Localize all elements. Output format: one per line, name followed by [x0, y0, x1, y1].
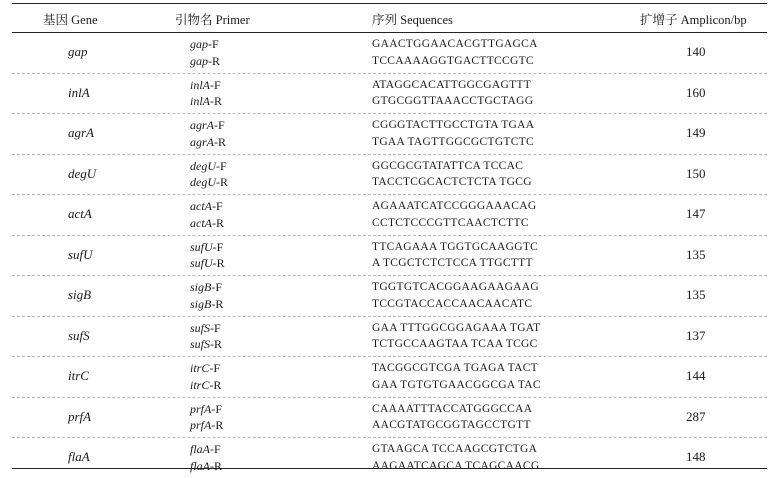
primer-forward-suffix: -F — [212, 199, 223, 213]
primer-names — [190, 77, 222, 110]
sequence-reverse: TACCTCGCACTCTCTA TGCG — [372, 176, 532, 188]
table-body — [12, 33, 767, 478]
primer-forward — [190, 36, 220, 53]
sequences — [372, 77, 533, 110]
sequences — [372, 441, 539, 474]
sequence-forward: ATAGGCACATTGGCGAGTTT — [372, 78, 532, 91]
table-row — [12, 114, 767, 155]
primer-forward-suffix: -F — [210, 77, 221, 92]
primer-forward-gene: actA — [190, 199, 212, 213]
amplicon-size: 144 — [686, 368, 706, 383]
primer-reverse — [190, 53, 220, 70]
table-row — [12, 236, 767, 277]
primer-names — [190, 279, 223, 312]
primer-forward — [190, 441, 222, 458]
primer-reverse-suffix: -R — [210, 458, 222, 473]
sequence-forward: TACGGCGTCGA TGAGA TACT — [372, 362, 538, 374]
primer-forward-suffix: -F — [208, 37, 219, 51]
primer-forward-gene: inlA — [190, 77, 210, 92]
amplicon-size: 148 — [686, 449, 706, 464]
sequence-reverse: CCTCTCCCGTTCAACTCTTC — [372, 216, 529, 229]
primer-reverse — [190, 458, 222, 475]
sequence-forward: TGGTGTCACGGAAGAAGAAG — [372, 281, 539, 293]
primer-forward — [190, 239, 225, 256]
primer-reverse-suffix: -R — [214, 134, 226, 149]
sequence-reverse: TGAA TAGTTGGCGCTGTCTC — [372, 135, 535, 148]
primer-forward-gene: agrA — [190, 118, 214, 132]
gene-name: gap — [68, 44, 88, 59]
sequence-reverse: AACGTATGCGGTAGCCTGTT — [372, 419, 531, 431]
primer-forward-suffix: -F — [212, 239, 224, 254]
primer-forward — [190, 320, 222, 337]
primer-forward-suffix: -F — [211, 280, 223, 294]
bottom-rule — [12, 468, 767, 469]
sequences — [372, 320, 540, 353]
sequence-forward: GAACTGGAACACGTTGAGCA — [372, 38, 538, 50]
amplicon-size: 160 — [686, 84, 706, 100]
primer-forward — [190, 279, 223, 296]
primer-forward-suffix: -F — [210, 320, 221, 335]
primer-reverse — [190, 296, 223, 313]
primer-reverse-suffix: -R — [211, 418, 224, 432]
sequences — [372, 198, 536, 231]
amplicon-size: 150 — [686, 165, 706, 181]
sequences — [372, 158, 532, 191]
primer-names — [190, 117, 226, 150]
primer-forward-suffix: -F — [210, 442, 221, 456]
table-row — [12, 276, 767, 317]
sequence-reverse: A TCGCTCTCTCCA TTGCTTT — [372, 257, 533, 269]
sequence-forward: AGAAATCATCCGGGAAACAG — [372, 200, 537, 212]
amplicon-size: 147 — [686, 206, 706, 221]
primer-forward-suffix: -F — [209, 361, 221, 375]
primer-forward-gene: prfA — [190, 401, 212, 416]
gene-name: itrC — [68, 368, 89, 383]
primer-names — [190, 36, 220, 69]
primer-reverse — [190, 255, 225, 272]
amplicon-size: 140 — [686, 44, 706, 59]
primer-reverse — [190, 93, 222, 110]
primer-reverse — [190, 174, 228, 191]
primer-reverse-suffix: -R — [216, 175, 228, 189]
table-row — [12, 317, 767, 358]
table-row — [12, 195, 767, 236]
primer-reverse — [190, 417, 223, 434]
primer-reverse-suffix: -R — [212, 256, 225, 270]
sequence-reverse: AAGAATCAGCA TCAGCAACG — [372, 459, 540, 472]
primer-names — [190, 360, 221, 393]
header-amplicon: 扩增子 Amplicon/bp — [640, 13, 747, 27]
sequence-forward: GGCGCGTATATTCA TCCAC — [372, 159, 524, 172]
primer-forward-suffix: -F — [211, 401, 223, 416]
table-row — [12, 398, 767, 439]
primer-names — [190, 441, 222, 474]
primer-reverse — [190, 134, 226, 151]
primer-forward-gene: sigB — [190, 280, 212, 294]
sequence-reverse: TCTGCCAAGTAA TCAA TCGC — [372, 338, 538, 350]
primer-forward-gene: gap — [190, 37, 208, 51]
primer-reverse-gene: prfA — [190, 418, 212, 432]
primer-reverse — [190, 377, 221, 394]
sequence-reverse: TCCAAAAGGTGACTTCCGTC — [372, 54, 534, 67]
gene-name: flaA — [68, 449, 90, 464]
sequence-forward: CGGGTACTTGCCTGTA TGAA — [372, 119, 535, 131]
primer-reverse-suffix: -R — [211, 296, 224, 311]
sequence-forward: TTCAGAAA TGGTGCAAGGTC — [372, 240, 539, 253]
primer-reverse — [190, 336, 222, 353]
primer-forward-gene: sufS — [190, 320, 211, 335]
table-row — [12, 357, 767, 398]
table-header — [12, 5, 767, 31]
sequence-reverse: TCCGTACCACCAACAACATC — [372, 297, 533, 310]
header-sequence: 序列 Sequences — [372, 13, 453, 27]
primer-forward-suffix: -F — [214, 118, 225, 132]
amplicon-size: 135 — [686, 246, 706, 262]
primer-reverse-gene: itrC — [190, 377, 210, 392]
primer-reverse-suffix: -R — [208, 53, 220, 68]
amplicon-size: 137 — [686, 327, 706, 343]
primer-reverse-gene: sigB — [190, 296, 212, 311]
gene-name: actA — [68, 206, 92, 221]
sequence-reverse: GAA TGTGTGAACGGCGA TAC — [372, 378, 541, 391]
table-row — [12, 438, 767, 478]
primer-names — [190, 239, 225, 272]
sequence-forward: CAAAATTTACCATGGGCCAA — [372, 402, 533, 415]
primer-forward-gene: flaA — [190, 442, 210, 456]
amplicon-size: 135 — [686, 287, 706, 302]
primer-reverse-suffix: -R — [210, 94, 222, 108]
primer-reverse-gene: flaA — [190, 458, 210, 473]
gene-name: degU — [68, 165, 97, 181]
primer-forward-gene: degU — [190, 158, 216, 173]
primer-reverse-suffix: -R — [210, 337, 223, 351]
primer-names — [190, 198, 224, 231]
primer-names — [190, 320, 222, 353]
primer-reverse-gene: agrA — [190, 134, 214, 149]
primer-forward — [190, 198, 224, 215]
primer-reverse-gene: actA — [190, 215, 212, 230]
primer-reverse-gene: degU — [190, 175, 216, 189]
table-row — [12, 33, 767, 74]
sequence-forward: GTAAGCA TCCAAGCGTCTGA — [372, 443, 538, 455]
primer-reverse-suffix: -R — [209, 377, 222, 392]
top-rule — [12, 3, 767, 4]
primer-forward-gene: itrC — [190, 361, 210, 375]
gene-name: sufS — [68, 327, 90, 343]
gene-name: prfA — [68, 408, 92, 424]
table-row — [12, 155, 767, 196]
sequences — [372, 36, 538, 69]
amplicon-size: 149 — [686, 125, 706, 140]
sequences — [372, 279, 539, 312]
primer-reverse-gene: inlA — [190, 94, 210, 108]
primer-reverse-gene: sufS — [190, 337, 211, 351]
header-primer: 引物名 Primer — [175, 13, 250, 27]
gene-name: sufU — [68, 246, 93, 262]
sequence-forward: GAA TTTGGCGGAGAAA TGAT — [372, 321, 541, 334]
primer-names — [190, 158, 228, 191]
gene-name: agrA — [68, 125, 94, 140]
header-gene: 基因 Gene — [43, 13, 98, 27]
table-row — [12, 74, 767, 115]
gene-name: sigB — [68, 287, 92, 302]
sequences — [372, 401, 532, 434]
primer-forward — [190, 117, 226, 134]
primer-reverse-suffix: -R — [212, 215, 224, 230]
sequences — [372, 117, 534, 150]
primer-forward — [190, 158, 228, 175]
primer-forward — [190, 401, 223, 418]
primer-reverse — [190, 215, 224, 232]
sequence-reverse: GTGCGGTTAAACCTGCTAGG — [372, 95, 534, 107]
primer-forward — [190, 360, 221, 377]
primer-reverse-gene: sufU — [190, 256, 213, 270]
primer-forward-gene: sufU — [190, 239, 213, 254]
primer-forward-suffix: -F — [216, 158, 227, 173]
primer-reverse-gene: gap — [190, 53, 208, 68]
sequences — [372, 239, 538, 272]
amplicon-size: 287 — [686, 408, 706, 424]
sequences — [372, 360, 541, 393]
primer-names — [190, 401, 223, 434]
primer-forward — [190, 77, 222, 94]
gene-name: inlA — [68, 84, 90, 100]
